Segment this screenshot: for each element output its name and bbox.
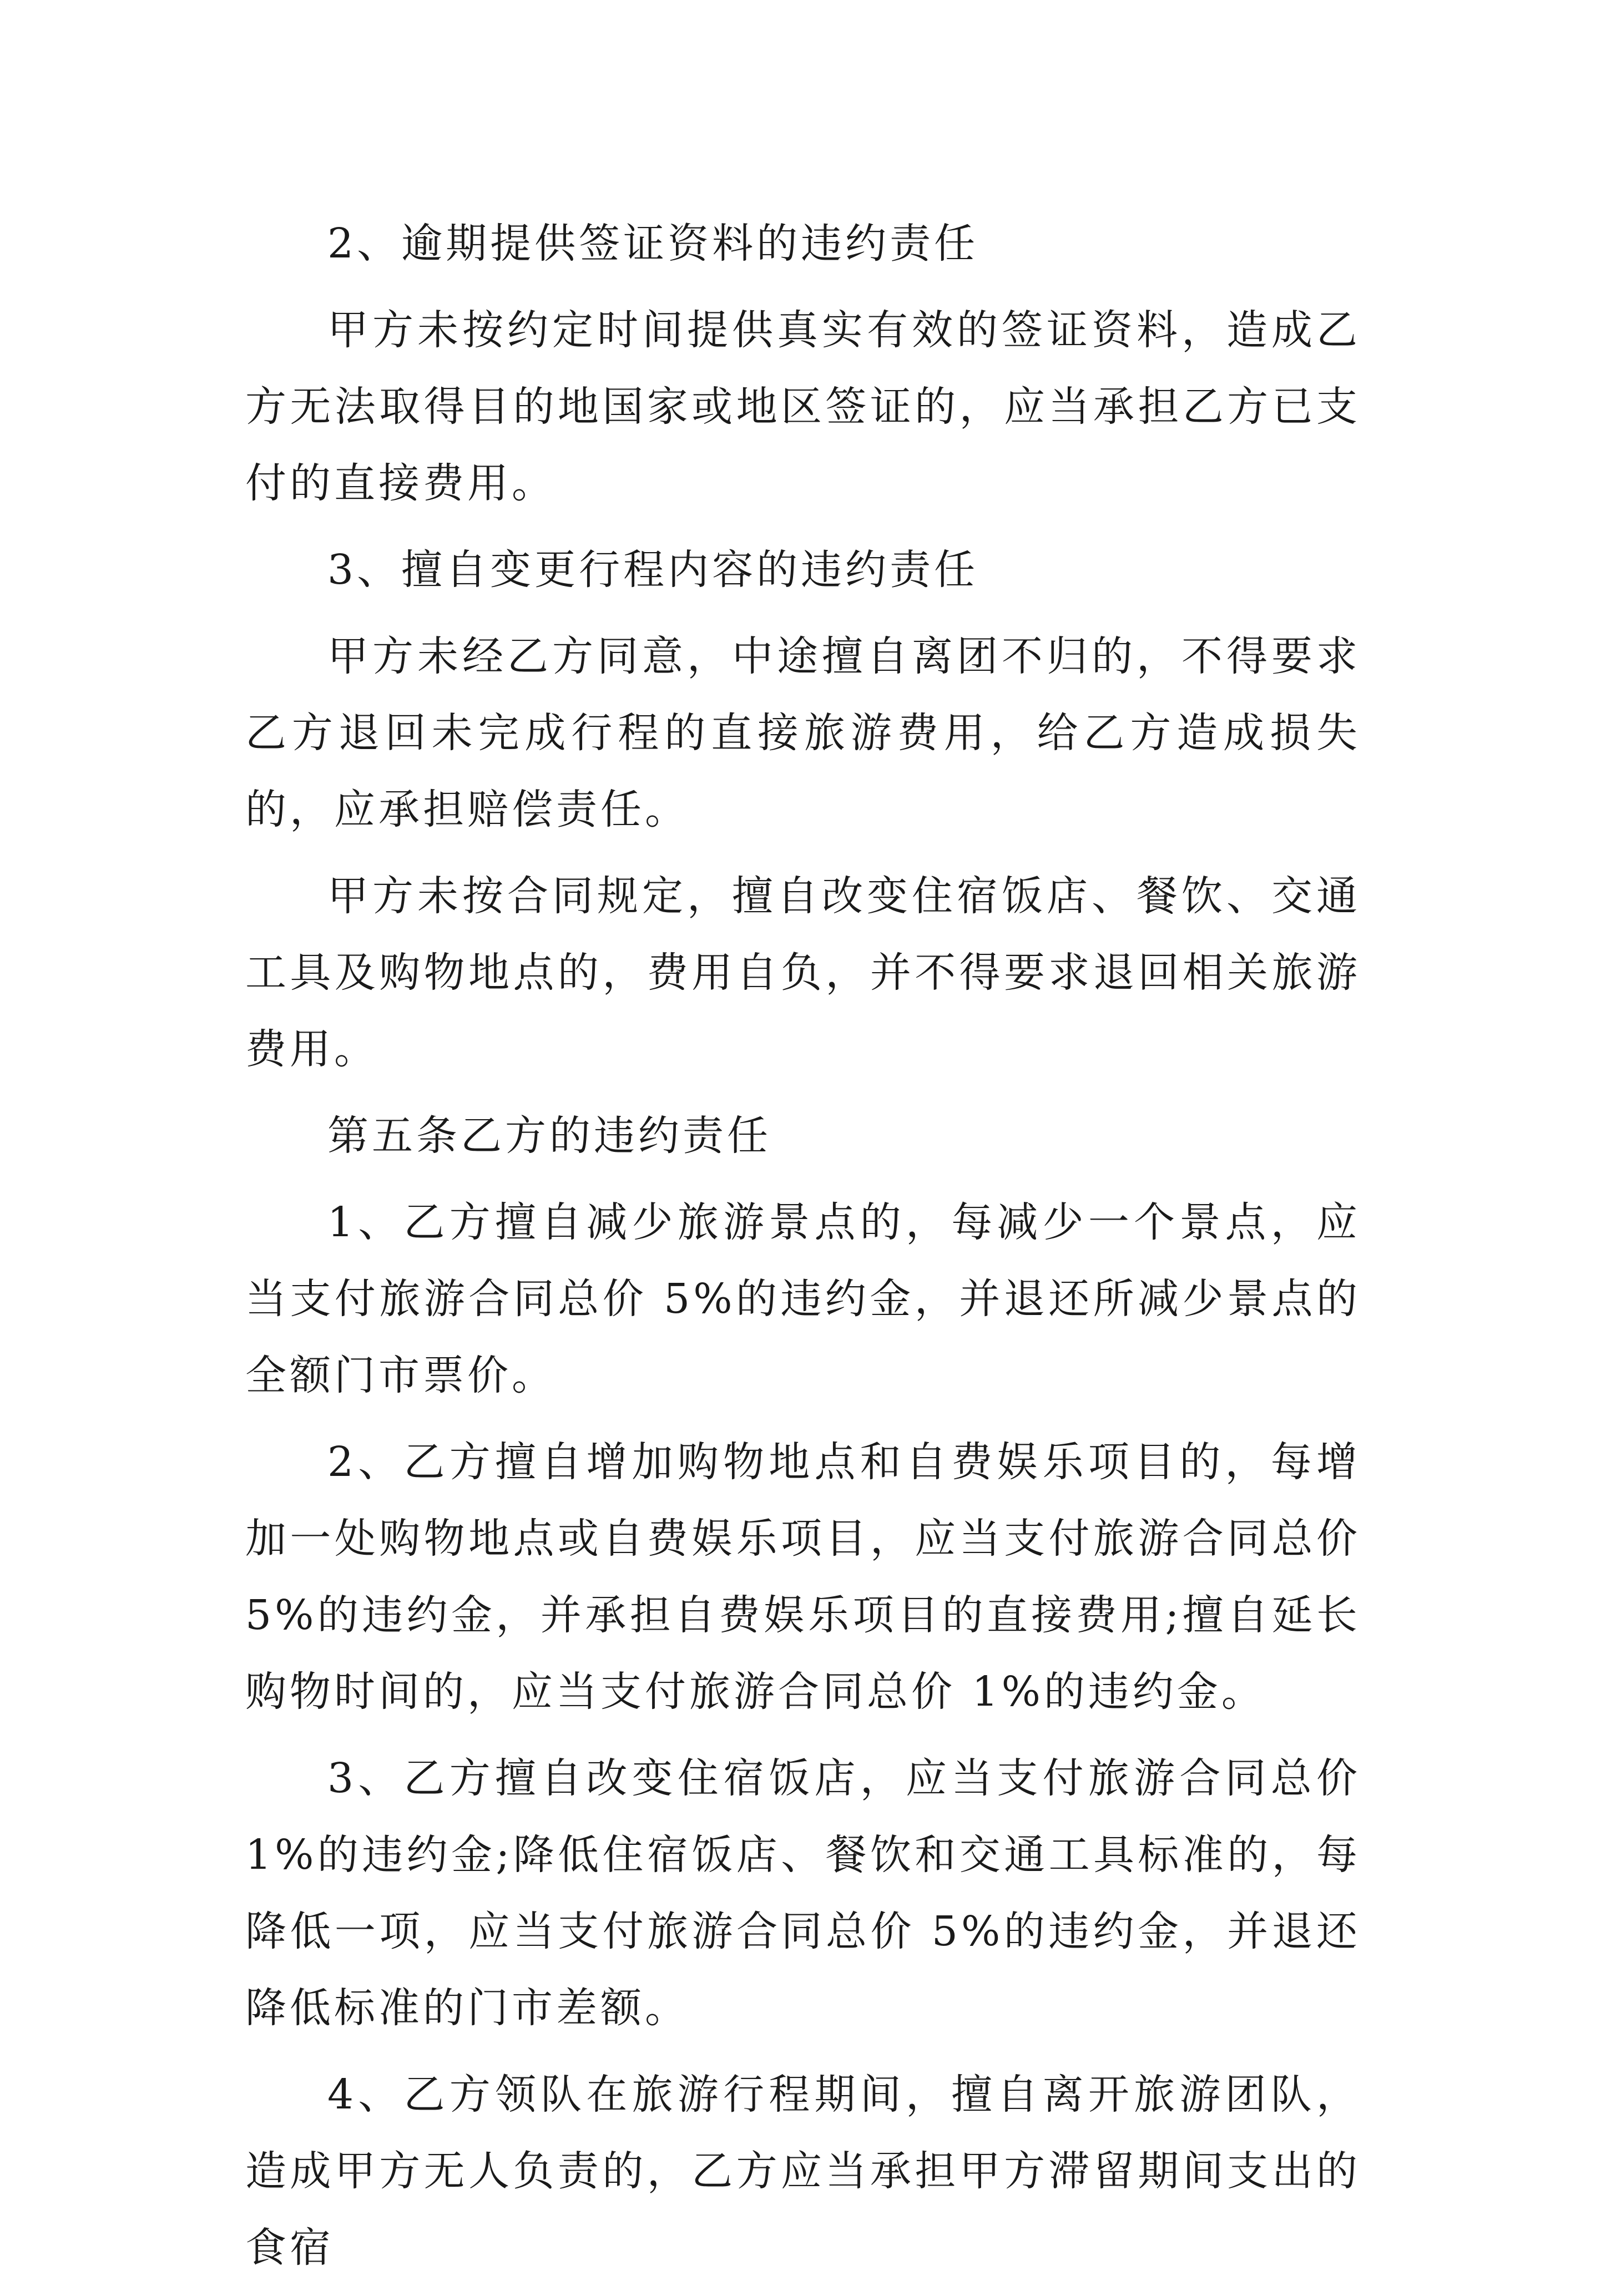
paragraph-hotel-change: 3、乙方擅自改变住宿饭店，应当支付旅游合同总价 1%的违约金;降低住宿饭店、餐饮和交通工具标准的，每降低一项，应当支付旅游合同总价 5%的违约金，并退还降低标准的门市差额。 [245,1754,1361,2032]
document-page [245,205,1361,2296]
clause-heading-itinerary-change: 3、擅自变更行程内容的违约责任 [327,546,979,594]
paragraph-tour-leader: 4、乙方领队在旅游行程期间，擅自离开旅游团队，造成甲方无人负责的，乙方应当承担甲方滞留期间支出的食宿 [245,2071,1361,2272]
paragraph-leaving-group: 甲方未经乙方同意，中途擅自离团不归的，不得要求乙方退回未完成行程的直接旅游费用，给乙方造成损失的，应承担赔偿责任。 [245,633,1361,833]
paragraph-changing-arrangements: 甲方未按合同规定，擅自改变住宿饭店、餐饮、交通工具及购物地点的，费用自负，并不得要求退回相关旅游费用。 [245,872,1361,1073]
paragraph-reduced-attractions: 1、乙方擅自减少旅游景点的，每减少一个景点，应当支付旅游合同总价 5%的违约金，并退还所减少景点的全额门市票价。 [245,1198,1361,1399]
paragraph-visa-liability: 甲方未按约定时间提供真实有效的签证资料，造成乙方无法取得目的地国家或地区签证的，应当承担乙方已支付的直接费用。 [245,306,1361,507]
paragraph-added-shopping: 2、乙方擅自增加购物地点和自费娱乐项目的，每增加一处购物地点或自费娱乐项目，应当支付旅游合同总价 5%的违约金，并承担自费娱乐项目的直接费用;擅自延长购物时间的，应当支付旅游合同总价 1%的违约金。 [245,1438,1361,1716]
clause-heading-overdue-visa: 2、逾期提供签证资料的违约责任 [327,220,979,267]
article-five-heading: 第五条乙方的违约责任 [327,1112,771,1160]
